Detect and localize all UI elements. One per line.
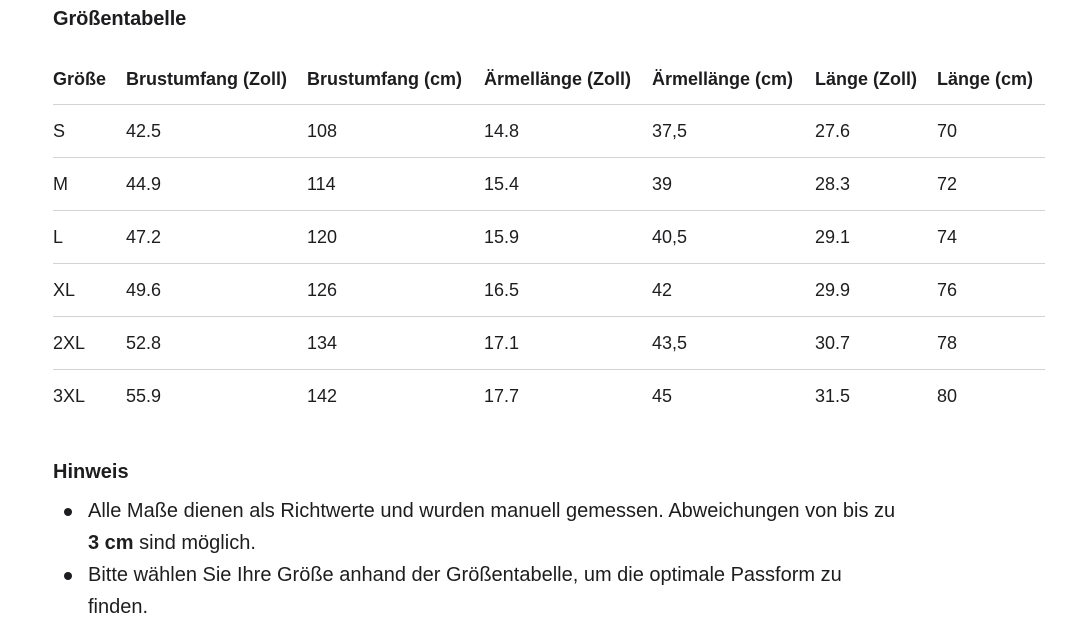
table-cell: 47.2	[126, 211, 307, 264]
table-cell: 55.9	[126, 385, 162, 406]
bullet-icon	[64, 572, 72, 580]
table-cell: 2XL	[53, 317, 126, 370]
table-cell: 27.6	[815, 105, 937, 158]
column-header-length-cm: Länge (cm)	[937, 54, 1045, 105]
table-cell: L	[53, 211, 126, 264]
note-item	[53, 560, 903, 623]
table-cell: 42.5	[126, 105, 307, 158]
table-cell: 28.3	[815, 158, 937, 211]
note-heading: Hinweis	[53, 461, 129, 483]
table-cell: 126	[307, 264, 484, 317]
table-cell: 42	[652, 264, 815, 317]
note-text: Bitte wählen Sie Ihre Größe anhand der Größentabelle, um die optimale Passform zu finden.	[88, 564, 842, 618]
table-cell: 72	[937, 158, 1045, 211]
table-cell: 142	[307, 385, 338, 406]
table-cell: 114	[307, 158, 484, 211]
table-row	[53, 370, 1045, 423]
table-row	[53, 158, 1045, 211]
column-header-sleeve-cm: Ärmellänge (cm)	[652, 54, 815, 105]
table-cell: 39	[652, 158, 815, 211]
table-cell: 134	[307, 317, 484, 370]
size-table	[53, 54, 1045, 422]
table-cell: 120	[307, 211, 484, 264]
table-cell: 40,5	[652, 211, 815, 264]
note-text: sind möglich.	[133, 531, 256, 554]
table-cell: 29.9	[815, 264, 937, 317]
table-cell: 43,5	[652, 317, 815, 370]
table-cell: 108	[307, 105, 484, 158]
page-title: Größentabelle	[53, 8, 187, 30]
bullet-icon	[64, 508, 72, 516]
table-cell: 78	[937, 317, 1045, 370]
table-cell: 44.9	[126, 158, 307, 211]
table-cell: 29.1	[815, 211, 937, 264]
table-cell: 3XL	[53, 385, 86, 406]
column-header-chest-inch: Brustumfang (Zoll)	[126, 54, 307, 105]
table-cell: XL	[53, 264, 126, 317]
note-list	[53, 496, 903, 624]
column-header-chest-cm: Brustumfang (cm)	[307, 54, 484, 105]
table-cell: S	[53, 105, 126, 158]
column-header-length-inch: Länge (Zoll)	[815, 54, 937, 105]
table-cell: 52.8	[126, 317, 307, 370]
table-cell: 17.1	[484, 317, 652, 370]
table-row	[53, 105, 1045, 158]
table-cell: 17.7	[484, 385, 520, 406]
note-text: Alle Maße dienen als Richtwerte und wurden manuell gemessen. Abweichungen von bis zu	[88, 500, 896, 522]
table-cell: 15.4	[484, 158, 652, 211]
table-row	[53, 317, 1045, 370]
note-highlight: 3 cm	[88, 531, 134, 554]
table-cell: 45	[652, 385, 673, 406]
table-cell: 37,5	[652, 105, 815, 158]
table-cell: 14.8	[484, 105, 652, 158]
table-cell: 49.6	[126, 264, 307, 317]
table-cell: 80	[937, 385, 958, 406]
table-header-row	[53, 54, 1045, 105]
table-cell: 15.9	[484, 211, 652, 264]
table-cell: 74	[937, 211, 1045, 264]
table-cell: 30.7	[815, 317, 937, 370]
table-cell: 70	[937, 105, 1045, 158]
table-row	[53, 211, 1045, 264]
table-row	[53, 264, 1045, 317]
column-header-sleeve-inch: Ärmellänge (Zoll)	[484, 54, 652, 105]
note-item	[53, 496, 903, 559]
table-cell: 76	[937, 264, 1045, 317]
column-header-size: Größe	[53, 54, 126, 105]
table-cell: 16.5	[484, 264, 652, 317]
table-cell: M	[53, 158, 126, 211]
table-cell: 31.5	[815, 385, 851, 406]
